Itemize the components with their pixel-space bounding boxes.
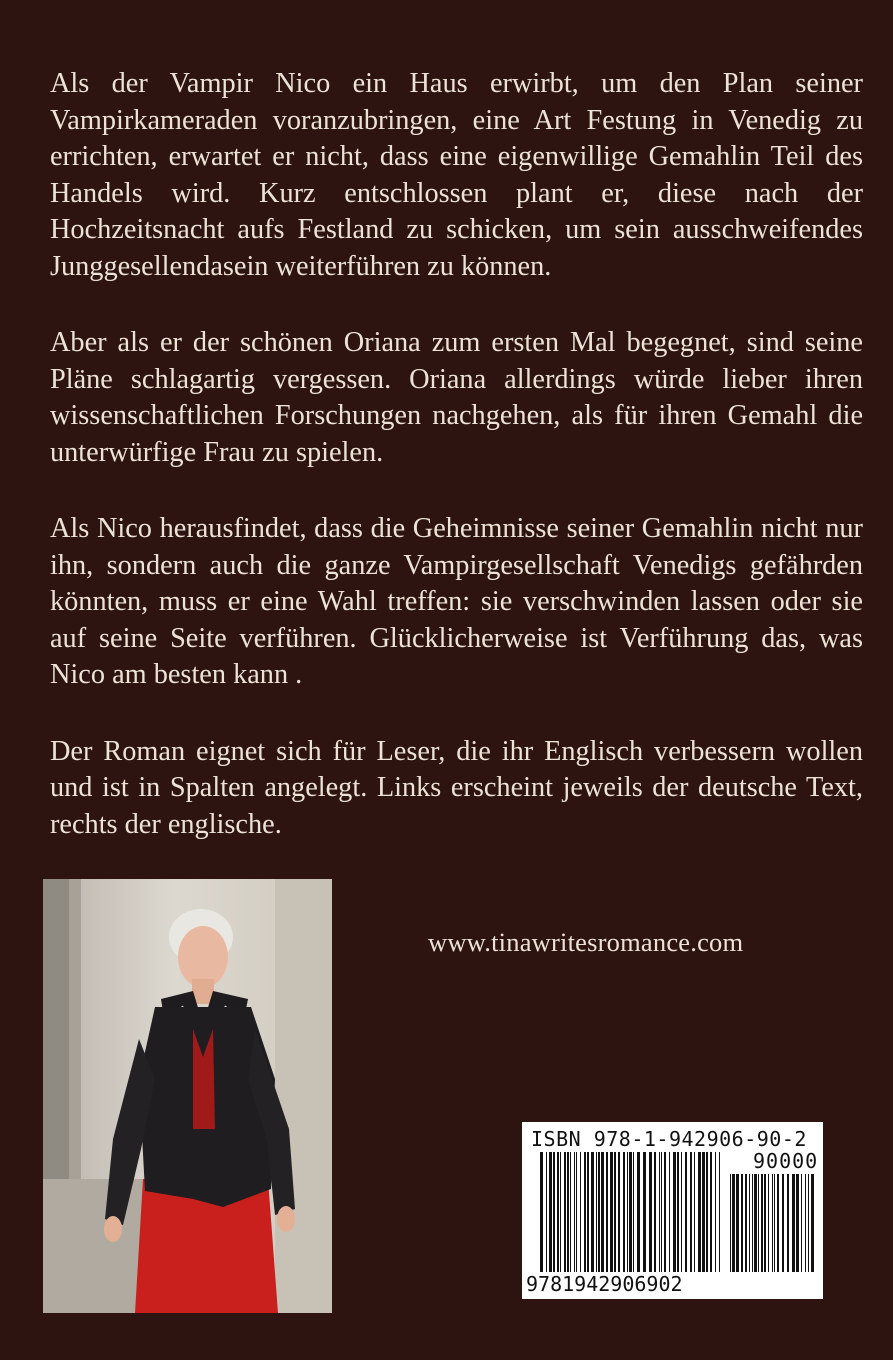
barcode-bar	[736, 1174, 739, 1272]
barcode-bar	[673, 1152, 676, 1272]
barcode-bar	[580, 1152, 581, 1272]
barcode-bar	[567, 1152, 569, 1272]
barcode-bar	[811, 1174, 814, 1272]
blurb-paragraph: Als Nico herausfindet, dass die Geheimnisse seiner Gemahlin nicht nur ihn, sondern auch die ganze Vampirgesellschaft Venedigs gefährden könnten, muss er eine Wahl treffen: sie verschwinden lassen oder sie auf seine Seite verführen. Glücklicherweise ist Verführung das, was Nico am besten kann .	[50, 513, 863, 690]
barcode-bar	[623, 1152, 625, 1272]
barcode-bar	[768, 1174, 769, 1272]
barcode-bar	[752, 1174, 753, 1272]
barcode-bar	[772, 1174, 773, 1272]
barcode-bar	[782, 1174, 784, 1272]
isbn-label: ISBN 978-1-942906-90-2	[531, 1127, 807, 1151]
price-code: 90000	[753, 1149, 819, 1173]
barcode-bar	[596, 1152, 597, 1272]
barcode-bar	[685, 1152, 687, 1272]
barcode-bar	[677, 1152, 679, 1272]
ean-digits: 9781942906902	[526, 1272, 683, 1296]
barcode-bar	[664, 1152, 666, 1272]
barcode-bar	[549, 1152, 552, 1272]
barcode-bar	[546, 1152, 547, 1272]
barcode-bar	[698, 1152, 701, 1272]
barcode-bar	[584, 1152, 586, 1272]
barcode-bar	[633, 1152, 634, 1272]
blurb-paragraph: Aber als er der schönen Oriana zum ersten Mal begegnet, sind seine Pläne schlagartig vergessen. Oriana allerdings würde lieber ihren wissenschaftlichen Forschungen nachgehen, als für ihren Gemahl die unterwürfige Frau zu spielen.	[50, 327, 863, 468]
barcode-bar	[564, 1152, 566, 1272]
barcode-bar	[796, 1174, 799, 1272]
barcode-bar	[719, 1152, 720, 1272]
barcode-bar	[557, 1152, 559, 1272]
barcode-bar	[777, 1174, 779, 1272]
barcode-bar	[601, 1152, 604, 1272]
barcode-bar	[570, 1152, 571, 1272]
blurb-paragraph: Als der Vampir Nico ein Haus erwirbt, um den Plan seiner Vampirkameraden voranzubringen, eine Art Festung in Venedig zu errichten, erwartet er nicht, dass eine eigenwillige Gemahlin Teil des Handels wird. Kurz entschlossen plant er, diese nach der Hochzeitsnacht aufs Festland zu schicken, um sein ausschweifendes Junggesellendasein weiterführen zu können.	[50, 68, 863, 282]
barcode-bar	[661, 1152, 662, 1272]
barcode-bar	[745, 1174, 747, 1272]
barcode-bar	[614, 1152, 616, 1272]
barcode-bar	[808, 1174, 809, 1272]
barcode-bar	[732, 1174, 735, 1272]
barcode-bar	[629, 1152, 632, 1272]
barcode-bar	[587, 1152, 589, 1272]
barcode-bar	[553, 1152, 555, 1272]
barcode-bar	[774, 1174, 775, 1272]
barcode-bar	[637, 1152, 640, 1272]
author-website: www.tinawritesromance.com	[428, 927, 744, 957]
barcode-bar	[792, 1174, 795, 1272]
isbn-barcode	[522, 1122, 823, 1299]
barcode-bar	[643, 1152, 646, 1272]
barcode-bar	[598, 1152, 600, 1272]
barcode-addon-icon	[730, 1174, 815, 1272]
author-photo	[43, 879, 332, 1313]
barcode-bar	[654, 1152, 656, 1272]
barcode-bar	[560, 1152, 561, 1272]
barcode-bar	[706, 1152, 708, 1272]
barcode-bar	[710, 1152, 712, 1272]
barcode-bar	[787, 1174, 789, 1272]
barcode-bar	[669, 1152, 670, 1272]
barcode-bar	[730, 1174, 731, 1272]
barcode-bar	[761, 1174, 763, 1272]
barcode-bar	[574, 1152, 575, 1272]
back-cover-blurb	[50, 66, 863, 883]
barcode-bar	[694, 1152, 695, 1272]
barcode-bar	[576, 1152, 577, 1272]
barcode-bar	[627, 1152, 628, 1272]
barcode-bar	[610, 1152, 613, 1272]
barcode-bar	[715, 1152, 716, 1272]
barcode-bar	[659, 1152, 660, 1272]
barcode-bar	[741, 1174, 743, 1272]
barcode-bar	[649, 1152, 652, 1272]
blurb-paragraph: Der Roman eignet sich für Leser, die ihr Englisch verbessern wollen und ist in Spalten angelegt. Links erscheint jeweils der deutsche Text, rechts der englische.	[50, 735, 863, 840]
barcode-bar	[754, 1174, 757, 1272]
barcode-bar	[591, 1152, 594, 1272]
barcode-bar	[606, 1152, 608, 1272]
barcode-icon	[540, 1152, 725, 1272]
barcode-bar	[681, 1152, 682, 1272]
barcode-bar	[764, 1174, 766, 1272]
barcode-bar	[805, 1174, 806, 1272]
barcode-bar	[618, 1152, 620, 1272]
barcode-bar	[758, 1174, 759, 1272]
barcode-bar	[690, 1152, 692, 1272]
barcode-bar	[801, 1174, 802, 1272]
barcode-bar	[749, 1174, 750, 1272]
barcode-bar	[540, 1152, 543, 1272]
barcode-bar	[702, 1152, 705, 1272]
